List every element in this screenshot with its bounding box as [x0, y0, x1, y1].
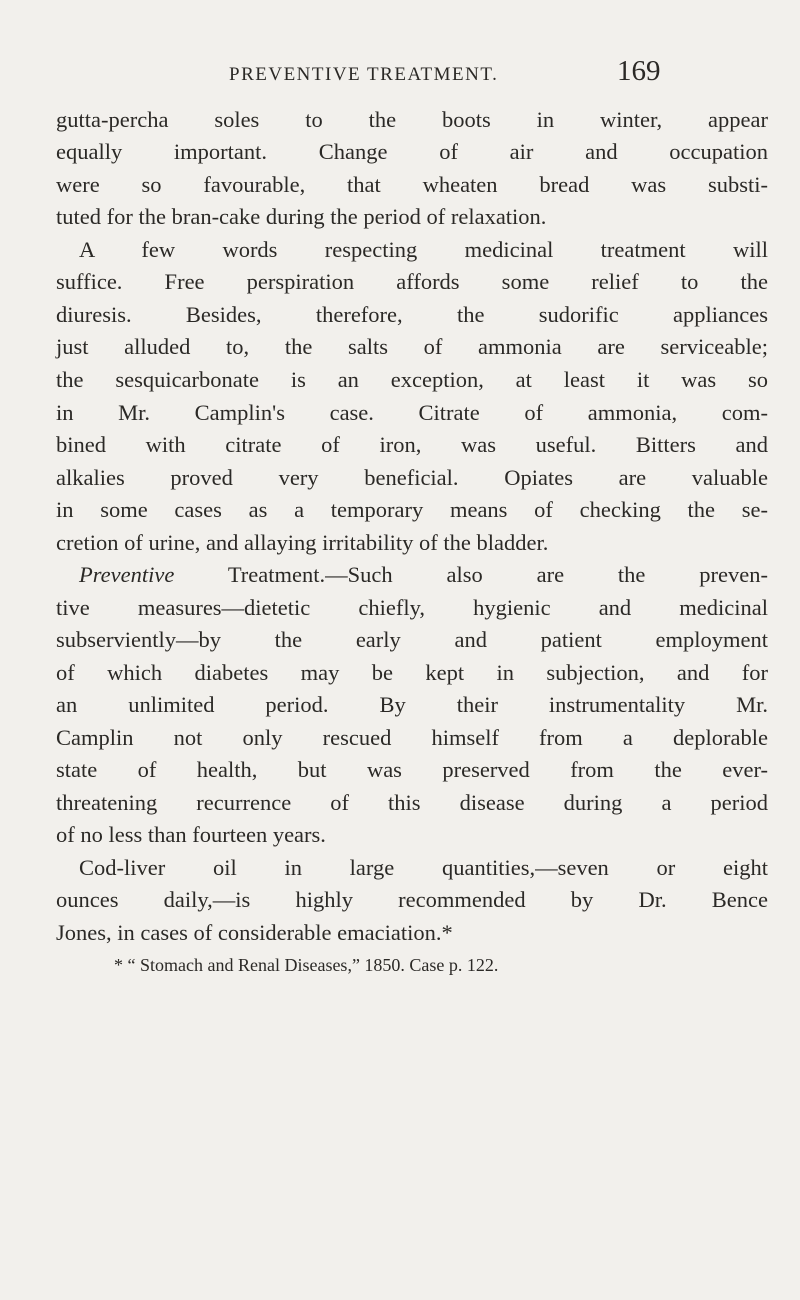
- text-line: gutta-percha soles to the boots in winter, appear: [56, 107, 768, 132]
- text-line: ounces daily,—is highly recommended by Dr. Bence: [56, 887, 768, 912]
- text-line: bined with citrate of iron, was useful. Bitters and: [56, 432, 768, 457]
- section-lead-line: [79, 559, 768, 591]
- text-line: in Mr. Camplin's case. Citrate of ammonia, com-: [56, 400, 768, 425]
- text-line: suffice. Free perspiration affords some relief to the: [56, 269, 768, 294]
- text-line: Cod-liver oil in large quantities,—seven or eight: [79, 855, 768, 880]
- footnote: * “ Stomach and Renal Diseases,” 1850. Case p. 122.: [114, 955, 499, 975]
- running-title: PREVENTIVE TREATMENT.: [229, 64, 499, 85]
- text-line: diuresis. Besides, therefore, the sudorific appliances: [56, 302, 768, 327]
- text-line: an unlimited period. By their instrumentality Mr.: [56, 692, 768, 717]
- text-line: tuted for the bran-cake during the period of relaxation.: [56, 204, 547, 229]
- text-line: in some cases as a temporary means of checking the se-: [56, 497, 768, 522]
- section-heading-italic: Preventive: [79, 562, 175, 587]
- text-line: tive measures—dietetic chiefly, hygienic and medicinal: [56, 595, 768, 620]
- text-line: state of health, but was preserved from the ever-: [56, 757, 768, 782]
- text-line: A few words respecting medicinal treatment will: [79, 237, 768, 262]
- text-line: Camplin not only rescued himself from a deplorable: [56, 725, 768, 750]
- text-line: cretion of urine, and allaying irritability of the bladder.: [56, 530, 549, 555]
- text-line: equally important. Change of air and occupation: [56, 139, 768, 164]
- text-line: the sesquicarbonate is an exception, at least it was so: [56, 367, 768, 392]
- text-line: of no less than fourteen years.: [56, 822, 326, 847]
- section-heading-rest: Treatment.—Such also are the preven-: [227, 562, 768, 587]
- text-line: Jones, in cases of considerable emaciation.*: [56, 920, 453, 945]
- text-line: subserviently—by the early and patient employment: [56, 627, 768, 652]
- text-line: just alluded to, the salts of ammonia are serviceable;: [56, 334, 768, 359]
- text-line: of which diabetes may be kept in subjection, and for: [56, 660, 768, 685]
- text-line: were so favourable, that wheaten bread was substi-: [56, 172, 768, 197]
- text-line: alkalies proved very beneficial. Opiates are valuable: [56, 465, 768, 490]
- text-line: threatening recurrence of this disease during a period: [56, 790, 768, 815]
- page-number: 169: [617, 55, 661, 87]
